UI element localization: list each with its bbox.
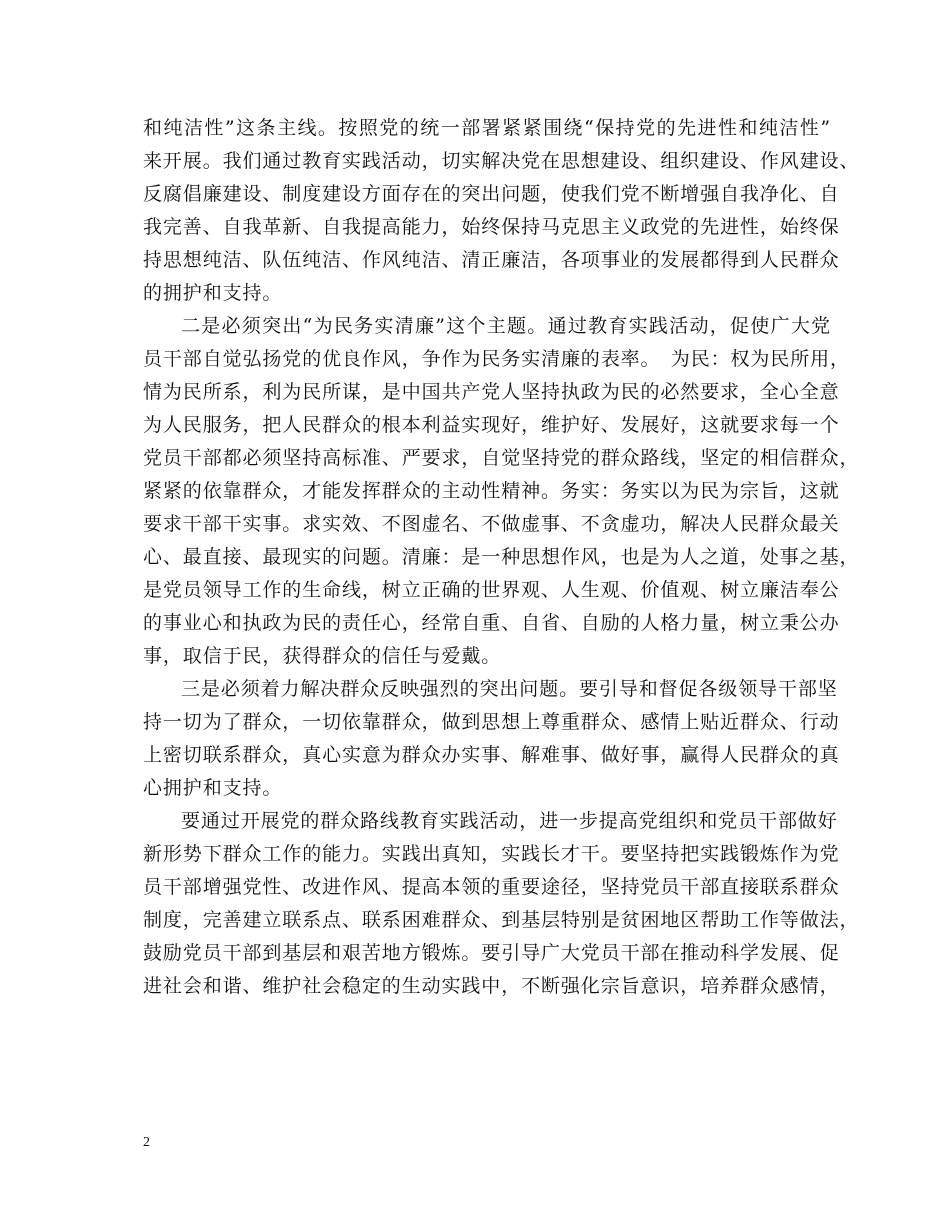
text-line: 紧紧的依靠群众，才能发挥群众的主动性精神。务实：务实以为民为宗旨，这就 xyxy=(143,480,840,502)
text-line: 反腐倡廉建设、制度建设方面存在的突出问题，使我们党不断增强自我净化、自 xyxy=(143,183,840,205)
text-line: 事，取信于民，获得群众的信任与爱戴。 xyxy=(143,645,502,667)
text-line: 心拥护和支持。 xyxy=(143,777,283,799)
text-line: 新形势下群众工作的能力。实践出真知，实践长才干。要坚持把实践锻炼作为党 xyxy=(143,843,840,865)
paragraph-first-line: 二是必须突出“为民务实清廉”这个主题。通过教育实践活动，促使广大党 xyxy=(181,315,831,337)
text-line: 员干部增强党性、改进作风、提高本领的重要途径，坚持党员干部直接联系群众 xyxy=(143,876,840,898)
paragraph-first-line: 要通过开展党的群众路线教育实践活动，进一步提高党组织和党员干部做好 xyxy=(181,810,838,832)
document-body xyxy=(143,112,860,1003)
text-line: 为人民服务，把人民群众的根本利益实现好，维护好、发展好，这就要求每一个 xyxy=(143,414,840,436)
text-line: 党员干部都必须坚持高标准、严要求，自觉坚持党的群众路线，坚定的相信群众， xyxy=(143,447,860,469)
text-line: 是党员领导工作的生命线，树立正确的世界观、人生观、价值观、树立廉洁奉公 xyxy=(143,579,840,601)
text-line: 持一切为了群众，一切依靠群众，做到思想上尊重群众、感情上贴近群众、行动 xyxy=(143,711,840,733)
text-line: 持思想纯洁、队伍纯洁、作风纯洁、清正廉洁，各项事业的发展都得到人民群众 xyxy=(143,249,840,271)
text-line: 的事业心和执政为民的责任心，经常自重、自省、自励的人格力量，树立秉公办 xyxy=(143,612,840,634)
text-line: 要求干部干实事。求实效、不图虚名、不做虚事、不贪虚功，解决人民群众最关 xyxy=(143,513,840,535)
paragraph-first-line: 三是必须着力解决群众反映强烈的突出问题。要引导和督促各级领导干部坚 xyxy=(181,678,838,700)
text-line: 鼓励党员干部到基层和艰苦地方锻炼。要引导广大党员干部在推动科学发展、促 xyxy=(143,942,840,964)
text-line: 情为民所系，利为民所谋，是中国共产党人坚持执政为民的必然要求，全心全意 xyxy=(143,381,840,403)
text-line: 的拥护和支持。 xyxy=(143,282,283,304)
text-line: 和纯洁性”这条主线。按照党的统一部署紧紧围绕“保持党的先进性和纯洁性” xyxy=(143,117,831,139)
text-line: 来开展。我们通过教育实践活动，切实解决党在思想建设、组织建设、作风建设、 xyxy=(143,150,860,172)
text-line: 进社会和谐、维护社会稳定的生动实践中，不断强化宗旨意识，培养群众感情， xyxy=(143,975,840,997)
text-line: 上密切联系群众，真心实意为群众办实事、解难事、做好事，赢得人民群众的真 xyxy=(143,744,840,766)
text-line: 制度，完善建立联系点、联系困难群众、到基层特别是贫困地区帮助工作等做法， xyxy=(143,909,860,931)
page-number: 2 xyxy=(143,1135,150,1150)
text-line: 心、最直接、最现实的问题。清廉：是一种思想作风，也是为人之道，处事之基， xyxy=(143,546,860,568)
text-line: 员干部自觉弘扬党的优良作风，争作为民务实清廉的表率。 为民：权为民所用， xyxy=(143,348,850,370)
text-line: 我完善、自我革新、自我提高能力，始终保持马克思主义政党的先进性，始终保 xyxy=(143,216,840,238)
